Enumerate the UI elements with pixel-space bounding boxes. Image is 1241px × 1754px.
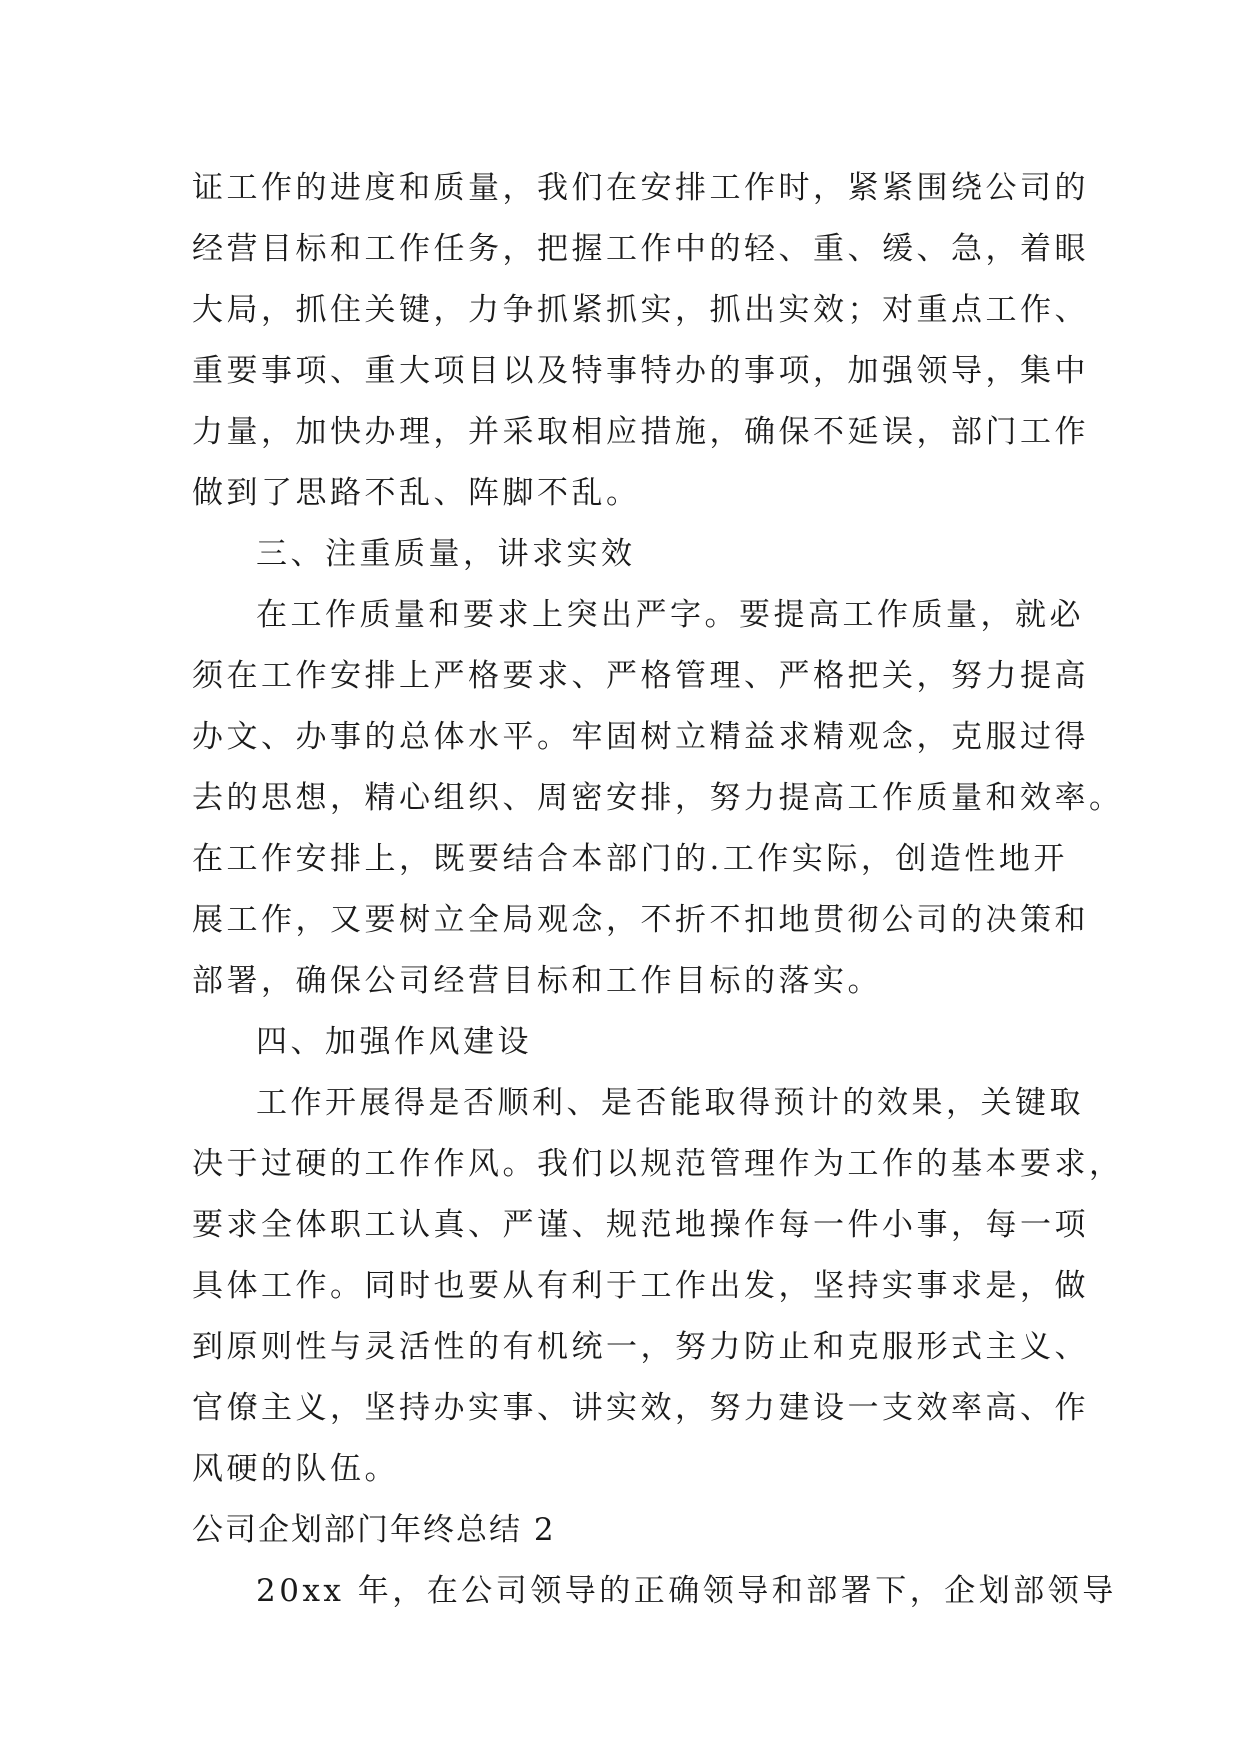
body-text-line: 在工作安排上，既要结合本部门的.工作实际，创造性地开 bbox=[192, 841, 1068, 877]
body-text-line: 部署，确保公司经营目标和工作目标的落实。 bbox=[192, 963, 882, 999]
body-text-line: 去的思想，精心组织、周密安排，努力提高工作质量和效率。 bbox=[192, 780, 1124, 816]
body-text-line: 20xx 年，在公司领导的正确领导和部署下，企划部领导 bbox=[256, 1573, 1117, 1609]
body-text-line: 具体工作。同时也要从有利于工作出发，坚持实事求是，做 bbox=[192, 1268, 1089, 1304]
body-text-line: 大局，抓住关键，力争抓紧抓实，抓出实效；对重点工作、 bbox=[192, 292, 1089, 328]
body-text-line: 做到了思路不乱、阵脚不乱。 bbox=[192, 475, 641, 511]
body-text-line: 风硬的队伍。 bbox=[192, 1451, 399, 1487]
body-text-line: 力量，加快办理，并采取相应措施，确保不延误，部门工作 bbox=[192, 414, 1089, 450]
body-text-line: 工作开展得是否顺利、是否能取得预计的效果，关键取 bbox=[256, 1085, 1084, 1121]
section-heading-3: 三、注重质量，讲求实效 bbox=[256, 536, 636, 572]
body-text-line: 展工作，又要树立全局观念，不折不扣地贯彻公司的决策和 bbox=[192, 902, 1089, 938]
body-text-line: 要求全体职工认真、严谨、规范地操作每一件小事，每一项 bbox=[192, 1207, 1089, 1243]
body-text-line: 办文、办事的总体水平。牢固树立精益求精观念，克服过得 bbox=[192, 719, 1089, 755]
section-heading-4: 四、加强作风建设 bbox=[256, 1024, 532, 1060]
body-text-line: 重要事项、重大项目以及特事特办的事项，加强领导，集中 bbox=[192, 353, 1089, 389]
body-text-line: 经营目标和工作任务，把握工作中的轻、重、缓、急，着眼 bbox=[192, 231, 1089, 267]
body-text-line: 在工作质量和要求上突出严字。要提高工作质量，就必 bbox=[256, 597, 1084, 633]
body-text-line: 官僚主义，坚持办实事、讲实效，努力建设一支效率高、作 bbox=[192, 1390, 1089, 1426]
body-text-line: 须在工作安排上严格要求、严格管理、严格把关，努力提高 bbox=[192, 658, 1089, 694]
body-text-line: 证工作的进度和质量，我们在安排工作时，紧紧围绕公司的 bbox=[192, 170, 1089, 206]
body-text-line: 决于过硬的工作作风。我们以规范管理作为工作的基本要求， bbox=[192, 1146, 1124, 1182]
document-body bbox=[192, 158, 1124, 1622]
body-text-line: 到原则性与灵活性的有机统一，努力防止和克服形式主义、 bbox=[192, 1329, 1089, 1365]
document-section-title: 公司企划部门年终总结 2 bbox=[192, 1512, 556, 1548]
